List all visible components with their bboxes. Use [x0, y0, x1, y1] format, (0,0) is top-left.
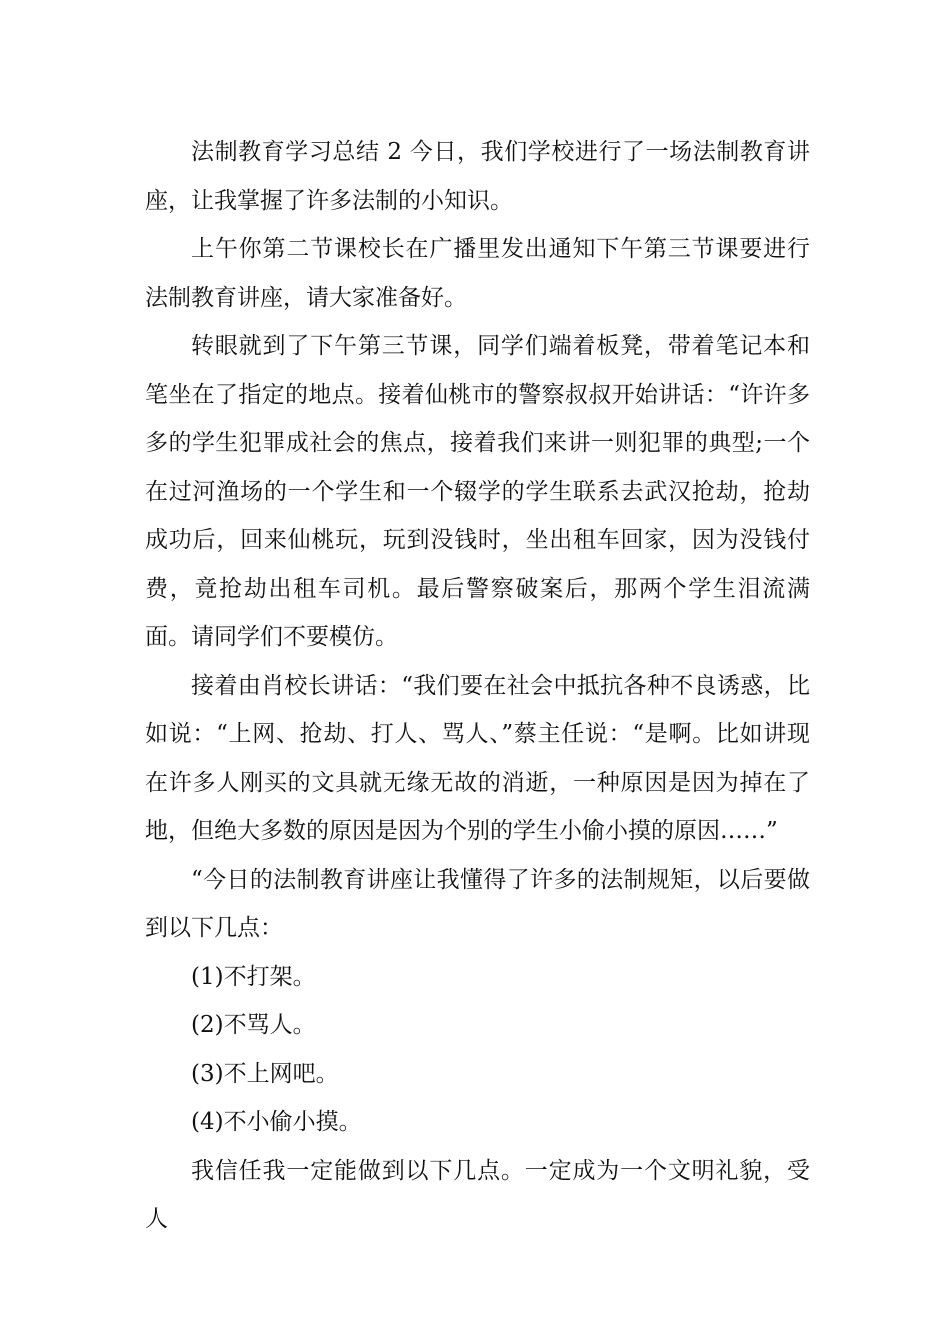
- paragraph-police-talk: 转眼就到了下午第三节课，同学们端着板凳，带着笔记本和笔坐在了指定的地点。接着仙桃市的警察叔叔开始讲话：“许许多多的学生犯罪成社会的焦点，接着我们来讲一则犯罪的典型;一个在过河渔场的一个学生和一个辍学的学生联系去武汉抢劫，抢劫成功后，回来仙桃玩，玩到没钱时，坐出租车回家，因为没钱付费，竟抢劫出租车司机。最后警察破案后，那两个学生泪流满面。请同学们不要模仿。: [145, 333, 810, 650]
- document-body: [145, 128, 810, 1244]
- list-item-4: (4)不小偷小摸。: [191, 1109, 362, 1135]
- list-item-2: (2)不骂人。: [191, 1012, 316, 1038]
- paragraph-lessons-intro: “今日的法制教育讲座让我懂得了许多的法制规矩，以后要做到以下几点：: [145, 866, 810, 941]
- list-item-3: (3)不上网吧。: [191, 1060, 339, 1087]
- list-item-1: (1)不打架。: [191, 963, 316, 990]
- paragraph-morning-notice: 上午你第二节课校长在广播里发出通知下午第三节课要进行法制教育讲座，请大家准备好。: [145, 236, 810, 311]
- paragraph-conclusion: 我信任我一定能做到以下几点。一定成为一个文明礼貌，受人: [145, 1157, 810, 1232]
- paragraph-intro: 法制教育学习总结 2 今日，我们学校进行了一场法制教育讲座，让我掌握了许多法制的小知识。: [145, 139, 810, 214]
- paragraph-principal-talk: 接着由肖校长讲话：“我们要在社会中抵抗各种不良诱惑，比如说：“上网、抢劫、打人、骂人、”蔡主任说：“是啊。比如讲现在许多人刚买的文具就无缘无故的消逝，一种原因是因为掉在了地，但绝大多数的原因是因为个别的学生小偷小摸的原因……”: [145, 672, 810, 844]
